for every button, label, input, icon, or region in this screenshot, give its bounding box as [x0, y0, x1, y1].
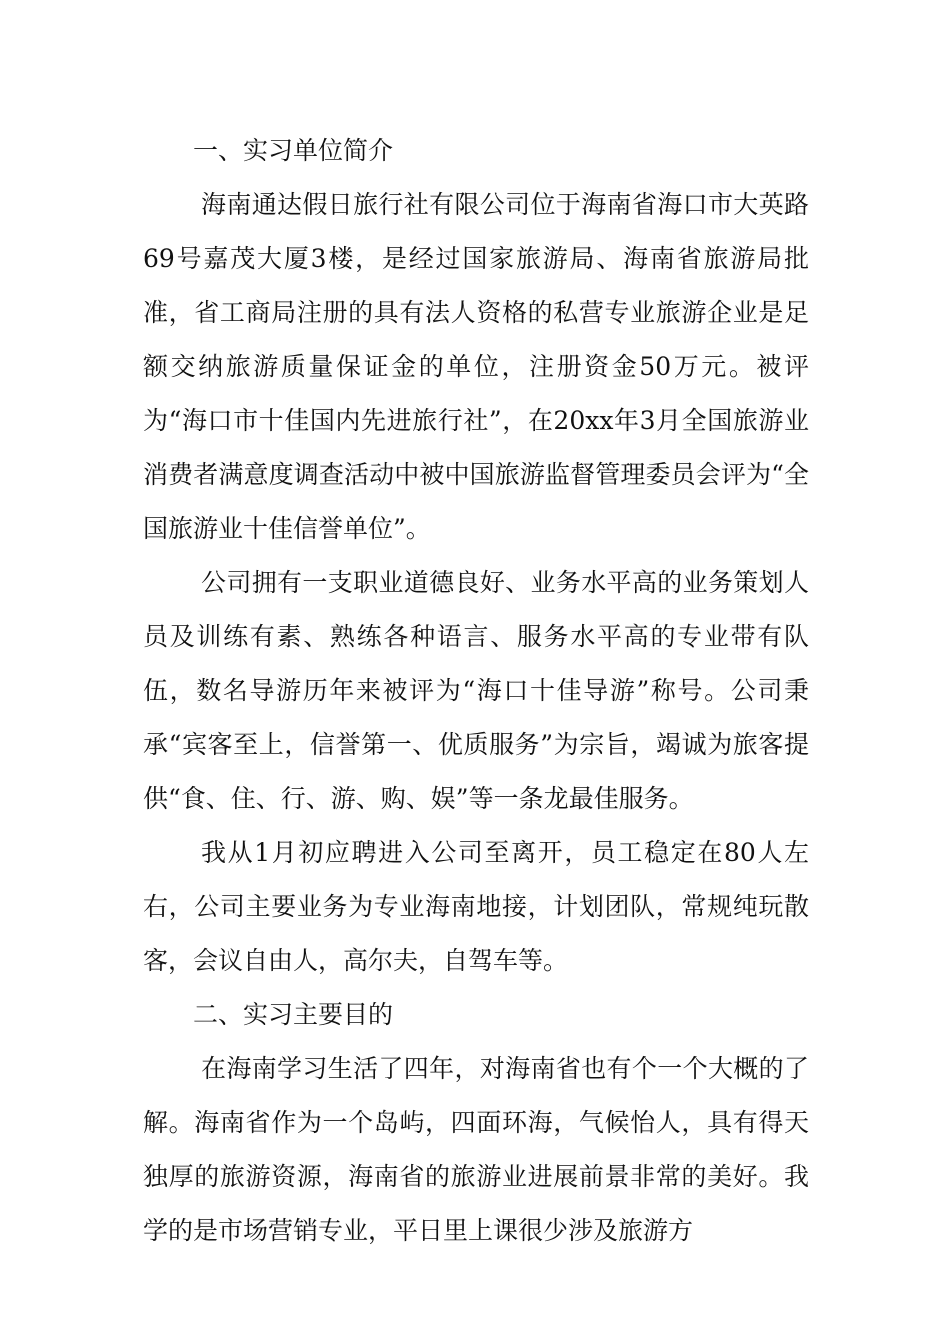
paragraph-internship-purpose: 在海南学习生活了四年，对海南省也有个一个大概的了解。海南省作为一个岛屿，四面环海，气候怡人，具有得天独厚的旅游资源，海南省的旅游业进展前景非常的美好。我学的是市场营销专业，平日里上课很少涉及旅游方	[143, 1054, 809, 1245]
section-heading-2: 二、实习主要目的	[193, 1000, 394, 1029]
paragraph-company-team: 公司拥有一支职业道德良好、业务水平高的业务策划人员及训练有素、熟练各种语言、服务水平高的专业带有队伍，数名导游历年来被评为“海口十佳导游”称号。公司秉承“宾客至上，信誉第一、优质服务”为宗旨，竭诚为旅客提供“食、住、行、游、购、娱”等一条龙最佳服务。	[143, 568, 809, 813]
document-body	[143, 124, 809, 1258]
paragraph-company-intro: 海南通达假日旅行社有限公司位于海南省海口市大英路69号嘉茂大厦3楼，是经过国家旅游局、海南省旅游局批准，省工商局注册的具有法人资格的私营专业旅游企业是足额交纳旅游质量保证金的单位，注册资金50万元。被评为“海口市十佳国内先进旅行社”，在20xx年3月全国旅游业消费者满意度调查活动中被中国旅游监督管理委员会评为“全国旅游业十佳信誉单位”。	[143, 190, 809, 543]
section-heading-1: 一、实习单位简介	[193, 136, 394, 165]
paragraph-company-business: 我从1月初应聘进入公司至离开，员工稳定在80人左右，公司主要业务为专业海南地接，计划团队，常规纯玩散客，会议自由人，高尔夫，自驾车等。	[143, 838, 809, 975]
